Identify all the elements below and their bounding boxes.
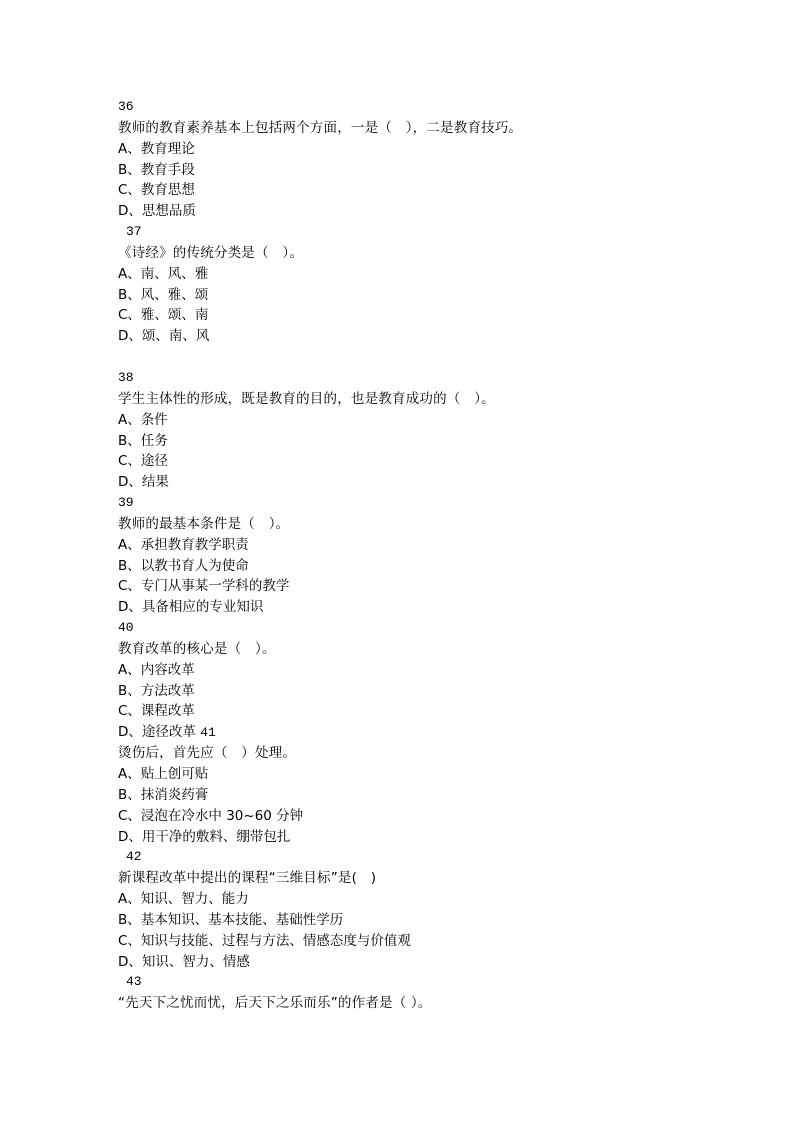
option-a: A、南、风、雅 — [118, 265, 209, 282]
question-number: 43 — [126, 974, 142, 990]
option-c: C、浸泡在冷水中 30~60 分钟 — [118, 807, 304, 824]
option-d: D、思想品质 — [118, 203, 196, 220]
option-a: A、贴上创可贴 — [118, 766, 209, 782]
question-stem: 学生主体性的形成，既是教育的目的，也是教育成功的（ ）。 — [118, 390, 495, 407]
option-b: B、以教书育人为使命 — [118, 557, 249, 574]
option-c: C、专门从事某一学科的教学 — [118, 578, 290, 595]
option-d: D、结果 — [118, 474, 169, 491]
question-number: 39 — [118, 495, 134, 511]
question-number: 36 — [118, 99, 134, 114]
option-a: A、内容改革 — [118, 661, 195, 678]
question-stem: 教师的教育素养基本上包括两个方面，一是（ ），二是教育技巧。 — [118, 119, 523, 136]
option-d: D、用干净的敷料、绷带包扎 — [118, 828, 291, 845]
option-a: A、承担教育教学职责 — [118, 536, 249, 553]
option-d: D、颂、南、风 — [118, 328, 210, 345]
option-a: A、知识、智力、能力 — [118, 891, 249, 908]
option-d: D、具备相应的专业知识 — [118, 599, 264, 616]
option-d: D、途径改革 — [118, 724, 196, 741]
option-b: B、基本知识、基本技能、基础性学历 — [118, 911, 344, 928]
option-d-line — [118, 722, 718, 743]
question-number: 37 — [126, 224, 142, 240]
blank-line — [118, 347, 718, 368]
option-b: B、任务 — [118, 432, 168, 449]
option-c: C、教育思想 — [118, 182, 195, 199]
question-number: 41 — [200, 725, 216, 741]
option-c: C、途径 — [118, 453, 168, 470]
question-number: 42 — [126, 849, 142, 865]
question-number: 40 — [118, 620, 134, 636]
option-b: B、方法改革 — [118, 682, 195, 699]
option-c: C、课程改革 — [118, 703, 195, 720]
question-stem: 《诗经》的传统分类是（ ）。 — [118, 244, 304, 261]
document-page — [118, 97, 718, 1014]
question-stem: 烫伤后，首先应（ ）处理。 — [118, 745, 297, 762]
option-d: D、知识、智力、情感 — [118, 953, 250, 970]
option-b: B、教育手段 — [118, 161, 195, 178]
question-number: 38 — [118, 369, 134, 385]
option-c: C、雅、颂、南 — [118, 307, 209, 324]
question-stem: 教育改革的核心是（ ）。 — [118, 640, 276, 657]
question-stem: 新课程改革中提出的课程“三维目标”是( ) — [118, 870, 377, 887]
option-a: A、条件 — [118, 411, 168, 428]
option-b: B、抹消炎药膏 — [118, 786, 209, 803]
option-b: B、风、雅、颂 — [118, 286, 209, 303]
question-stem: “先天下之忧而忧，后天下之乐而乐”的作者是（ ）。 — [118, 995, 432, 1012]
option-a: A、教育理论 — [118, 140, 195, 157]
option-c: C、知识与技能、过程与方法、情感态度与价值观 — [118, 932, 411, 949]
question-stem: 教师的最基本条件是（ ）。 — [118, 515, 290, 532]
